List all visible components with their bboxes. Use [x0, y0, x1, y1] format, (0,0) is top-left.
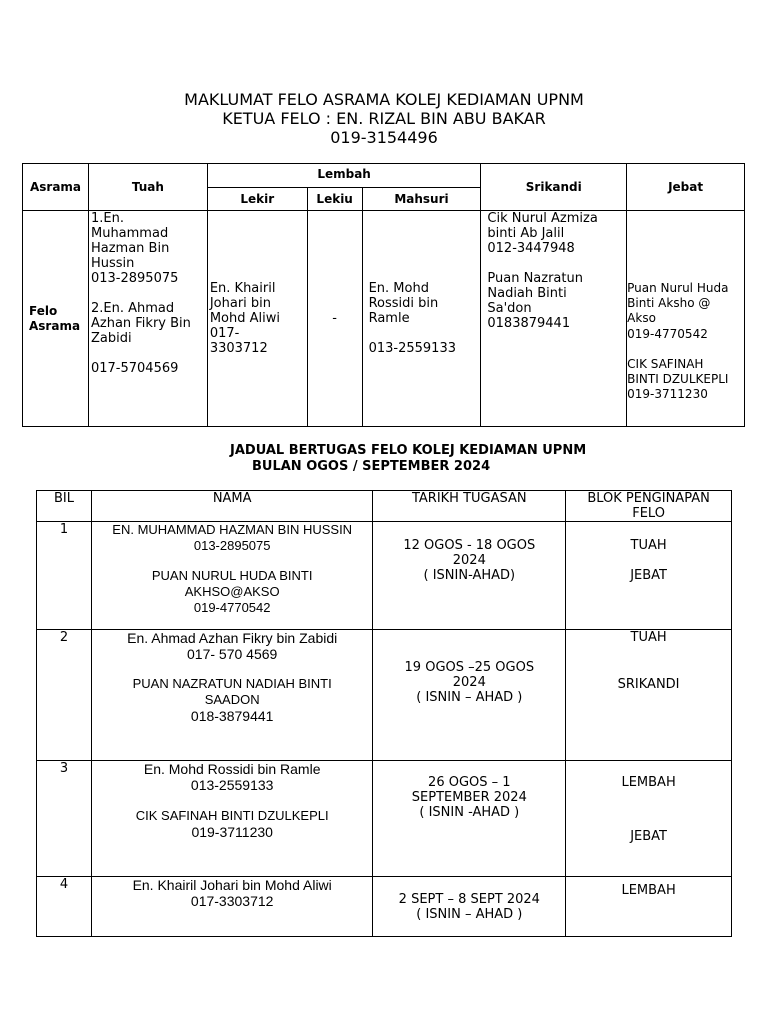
schedule-title-line2: BULAN OGOS / SEPTEMBER 2024 [252, 459, 491, 474]
lekiu-cell: - [307, 211, 362, 427]
phone-1: 017-3303712 [190, 893, 274, 909]
row-bil: 4 [37, 877, 92, 937]
col-lekiu: Lekiu [307, 188, 362, 211]
row-bil: 2 [37, 630, 92, 761]
name-2: PUAN NURUL HUDA BINTI AKHSO@AKSO [151, 568, 313, 599]
block-2: JEBAT [630, 829, 667, 844]
mahsuri-cell: En. Mohd Rossidi bin Ramle 013-2559133 [362, 211, 481, 427]
name-2: PUAN NAZRATUN NADIAH BINTI SAADON [132, 676, 332, 707]
jebat-cell [627, 211, 745, 427]
phone-2: 019-4770542 [193, 600, 271, 615]
row-date: 26 OGOS – 1 SEPTEMBER 2024 ( ISNIN -AHAD ) [373, 761, 566, 877]
lekir-cell: En. Khairil Johari bin Mohd Aliwi 017- 3303712 [207, 211, 307, 427]
row-blocks [566, 630, 732, 761]
phone-1: 013-2559133 [190, 777, 274, 793]
fellows-table [22, 163, 745, 427]
block-1: TUAH [630, 538, 667, 553]
phone-2: 019-3711230 [191, 824, 273, 840]
col-lembah: Lembah [207, 164, 481, 188]
name-1: En. Khairil Johari bin Mohd Aliwi [132, 877, 332, 893]
row-names [91, 761, 373, 877]
block-1: LEMBAH [621, 883, 676, 898]
name-2: CIK SAFINAH BINTI DZULKEPLI [135, 808, 329, 823]
block-2: SRIKANDI [617, 677, 680, 692]
table-row [37, 522, 732, 630]
table-row [37, 877, 732, 937]
phone-1: 017- 570 4569 [187, 646, 278, 662]
document-header [0, 90, 768, 147]
jebat-fellow-2: 019-4770542 CIK SAFINAH BINTI DZULKEPLI 019-3711230 [627, 326, 729, 401]
schedule-title [230, 443, 586, 475]
row-bil: 1 [37, 522, 92, 630]
srikandi-cell: Cik Nurul Azmiza binti Ab Jalil 012-3447948 Puan Nazratun Nadiah Binti Sa'don 0183879441 [481, 211, 627, 427]
col-lekir: Lekir [207, 188, 307, 211]
block-1: LEMBAH [621, 775, 676, 790]
header-phone: 019-3154496 [330, 128, 438, 147]
phone-1: 013-2895075 [193, 538, 271, 553]
row-label: Felo Asrama [23, 211, 89, 427]
row-blocks [566, 877, 732, 937]
table-row [37, 630, 732, 761]
jebat-fellow-1: Puan Nurul Huda Binti Aksho @ Akso [627, 280, 729, 325]
phone-2: 018-3879441 [190, 708, 274, 724]
tuah-cell: 1.En. Muhammad Hazman Bin Hussin 013-2895075 2.En. Ahmad Azhan Fikry Bin Zabidi 017-5704569 [88, 211, 207, 427]
col-nama: NAMA [91, 491, 373, 522]
row-names [91, 522, 373, 630]
col-jebat: Jebat [627, 164, 745, 211]
row-date: 19 OGOS –25 OGOS 2024 ( ISNIN – AHAD ) [373, 630, 566, 761]
col-tarikh: TARIKH TUGASAN [373, 491, 566, 522]
col-tuah: Tuah [88, 164, 207, 211]
row-blocks [566, 761, 732, 877]
col-blok: BLOK PENGINAPAN FELO [566, 491, 732, 522]
col-srikandi: Srikandi [481, 164, 627, 211]
col-asrama: Asrama [23, 164, 89, 211]
name-1: En. Ahmad Azhan Fikry bin Zabidi [127, 630, 338, 646]
name-1: En. Mohd Rossidi bin Ramle [143, 761, 321, 777]
row-names [91, 877, 373, 937]
row-blocks [566, 522, 732, 630]
row-bil: 3 [37, 761, 92, 877]
row-date: 12 OGOS - 18 OGOS 2024 ( ISNIN-AHAD) [373, 522, 566, 630]
block-1: TUAH [630, 630, 667, 645]
row-names [91, 630, 373, 761]
col-bil: BIL [37, 491, 92, 522]
table-row [37, 761, 732, 877]
col-mahsuri: Mahsuri [362, 188, 481, 211]
header-title: MAKLUMAT FELO ASRAMA KOLEJ KEDIAMAN UPNM [184, 90, 584, 109]
block-2: JEBAT [630, 568, 667, 583]
header-head-fellow: KETUA FELO : EN. RIZAL BIN ABU BAKAR [222, 109, 546, 128]
schedule-title-line1: JADUAL BERTUGAS FELO KOLEJ KEDIAMAN UPNM [230, 443, 587, 458]
name-1: EN. MUHAMMAD HAZMAN BIN HUSSIN [112, 522, 353, 537]
row-date: 2 SEPT – 8 SEPT 2024 ( ISNIN – AHAD ) [373, 877, 566, 937]
schedule-table [36, 490, 732, 937]
